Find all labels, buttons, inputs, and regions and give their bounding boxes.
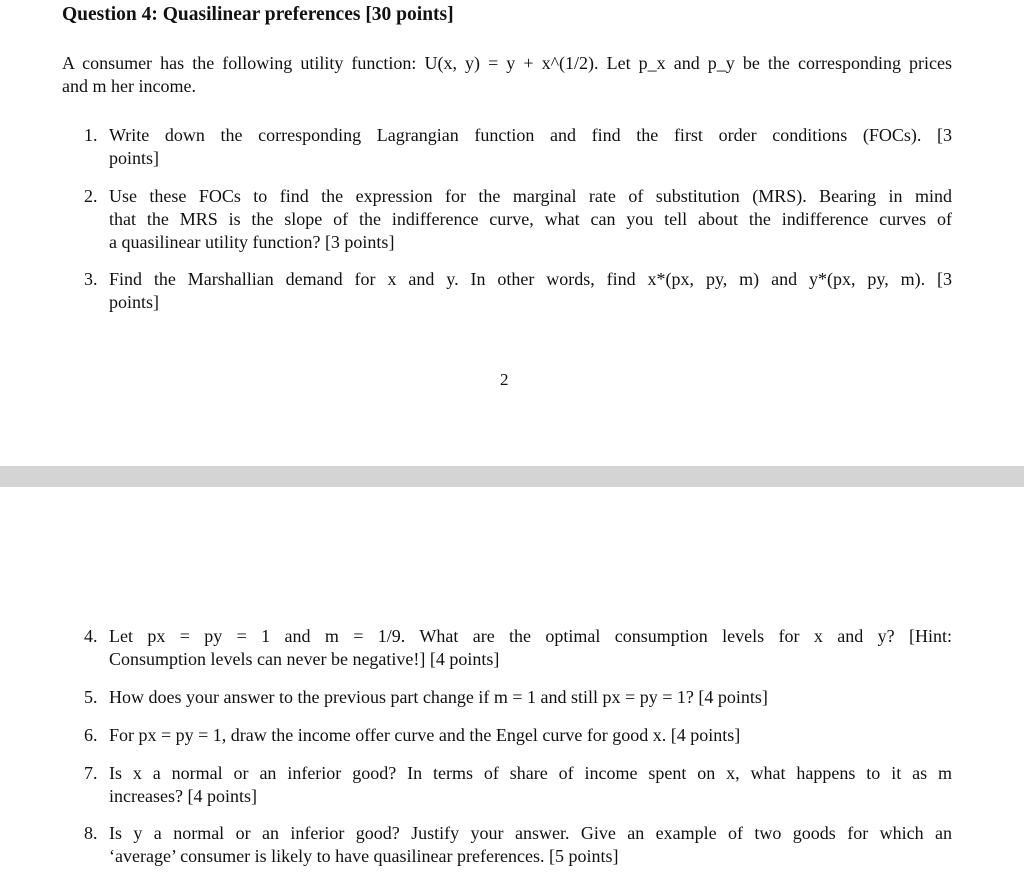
- item-text-line: increases? [4 points]: [109, 786, 257, 806]
- item-text-line: that the MRS is the slope of the indifference curve, what can you tell about the indifference curves of: [109, 209, 952, 229]
- item-number: 7.: [84, 763, 98, 783]
- item-number: 1.: [84, 125, 98, 145]
- question-item-6: [84, 724, 952, 747]
- intro-line-1: A consumer has the following utility function: U(x, y) = y + x^(1/2). Let p_x and p_y be the corresponding prices: [62, 53, 952, 73]
- question-item-1: [84, 124, 952, 170]
- item-number: 2.: [84, 186, 98, 206]
- item-number: 8.: [84, 823, 98, 843]
- intro-line-2: and m her income.: [62, 76, 196, 96]
- item-number: 6.: [84, 725, 98, 745]
- question-item-8: [84, 822, 952, 868]
- item-text-line: How does your answer to the previous part change if m = 1 and still px = py = 1? [4 points]: [109, 687, 768, 707]
- item-text-line: points]: [109, 148, 160, 168]
- question-heading: Question 4: Quasilinear preferences [30 points]: [62, 4, 454, 25]
- item-text-line: Find the Marshallian demand for x and y. In other words, find x*(px, py, m) and y*(px, py, m). [3: [109, 269, 952, 289]
- item-text-line: ‘average’ consumer is likely to have quasilinear preferences. [5 points]: [109, 846, 619, 866]
- item-text-line: Is x a normal or an inferior good? In terms of share of income spent on x, what happens to it as m: [109, 763, 952, 783]
- question-item-7: [84, 762, 952, 808]
- question-item-3: [84, 268, 952, 314]
- document-page-bottom: [0, 487, 1024, 873]
- item-number: 4.: [84, 626, 98, 646]
- page-separator: [0, 466, 1024, 487]
- item-number: 5.: [84, 687, 98, 707]
- item-text-line: Write down the corresponding Lagrangian function and find the first order conditions (FOCs). [3: [109, 125, 952, 145]
- item-text-line: Use these FOCs to find the expression for the marginal rate of substitution (MRS). Bearing in mind: [109, 186, 952, 206]
- item-number: 3.: [84, 269, 98, 289]
- item-text-line: points]: [109, 292, 160, 312]
- question-item-5: [84, 686, 952, 709]
- page-number: 2: [500, 370, 509, 389]
- item-text-line: Let px = py = 1 and m = 1/9. What are the optimal consumption levels for x and y? [Hint:: [109, 626, 952, 646]
- item-text-line: For px = py = 1, draw the income offer curve and the Engel curve for good x. [4 points]: [109, 725, 741, 745]
- question-item-2: [84, 185, 952, 254]
- item-text-line: Consumption levels can never be negative!] [4 points]: [109, 649, 500, 669]
- question-item-4: [84, 625, 952, 671]
- item-text-line: a quasilinear utility function? [3 points]: [109, 232, 395, 252]
- intro-paragraph: [62, 52, 952, 98]
- item-text-line: Is y a normal or an inferior good? Justify your answer. Give an example of two goods for which an: [109, 823, 952, 843]
